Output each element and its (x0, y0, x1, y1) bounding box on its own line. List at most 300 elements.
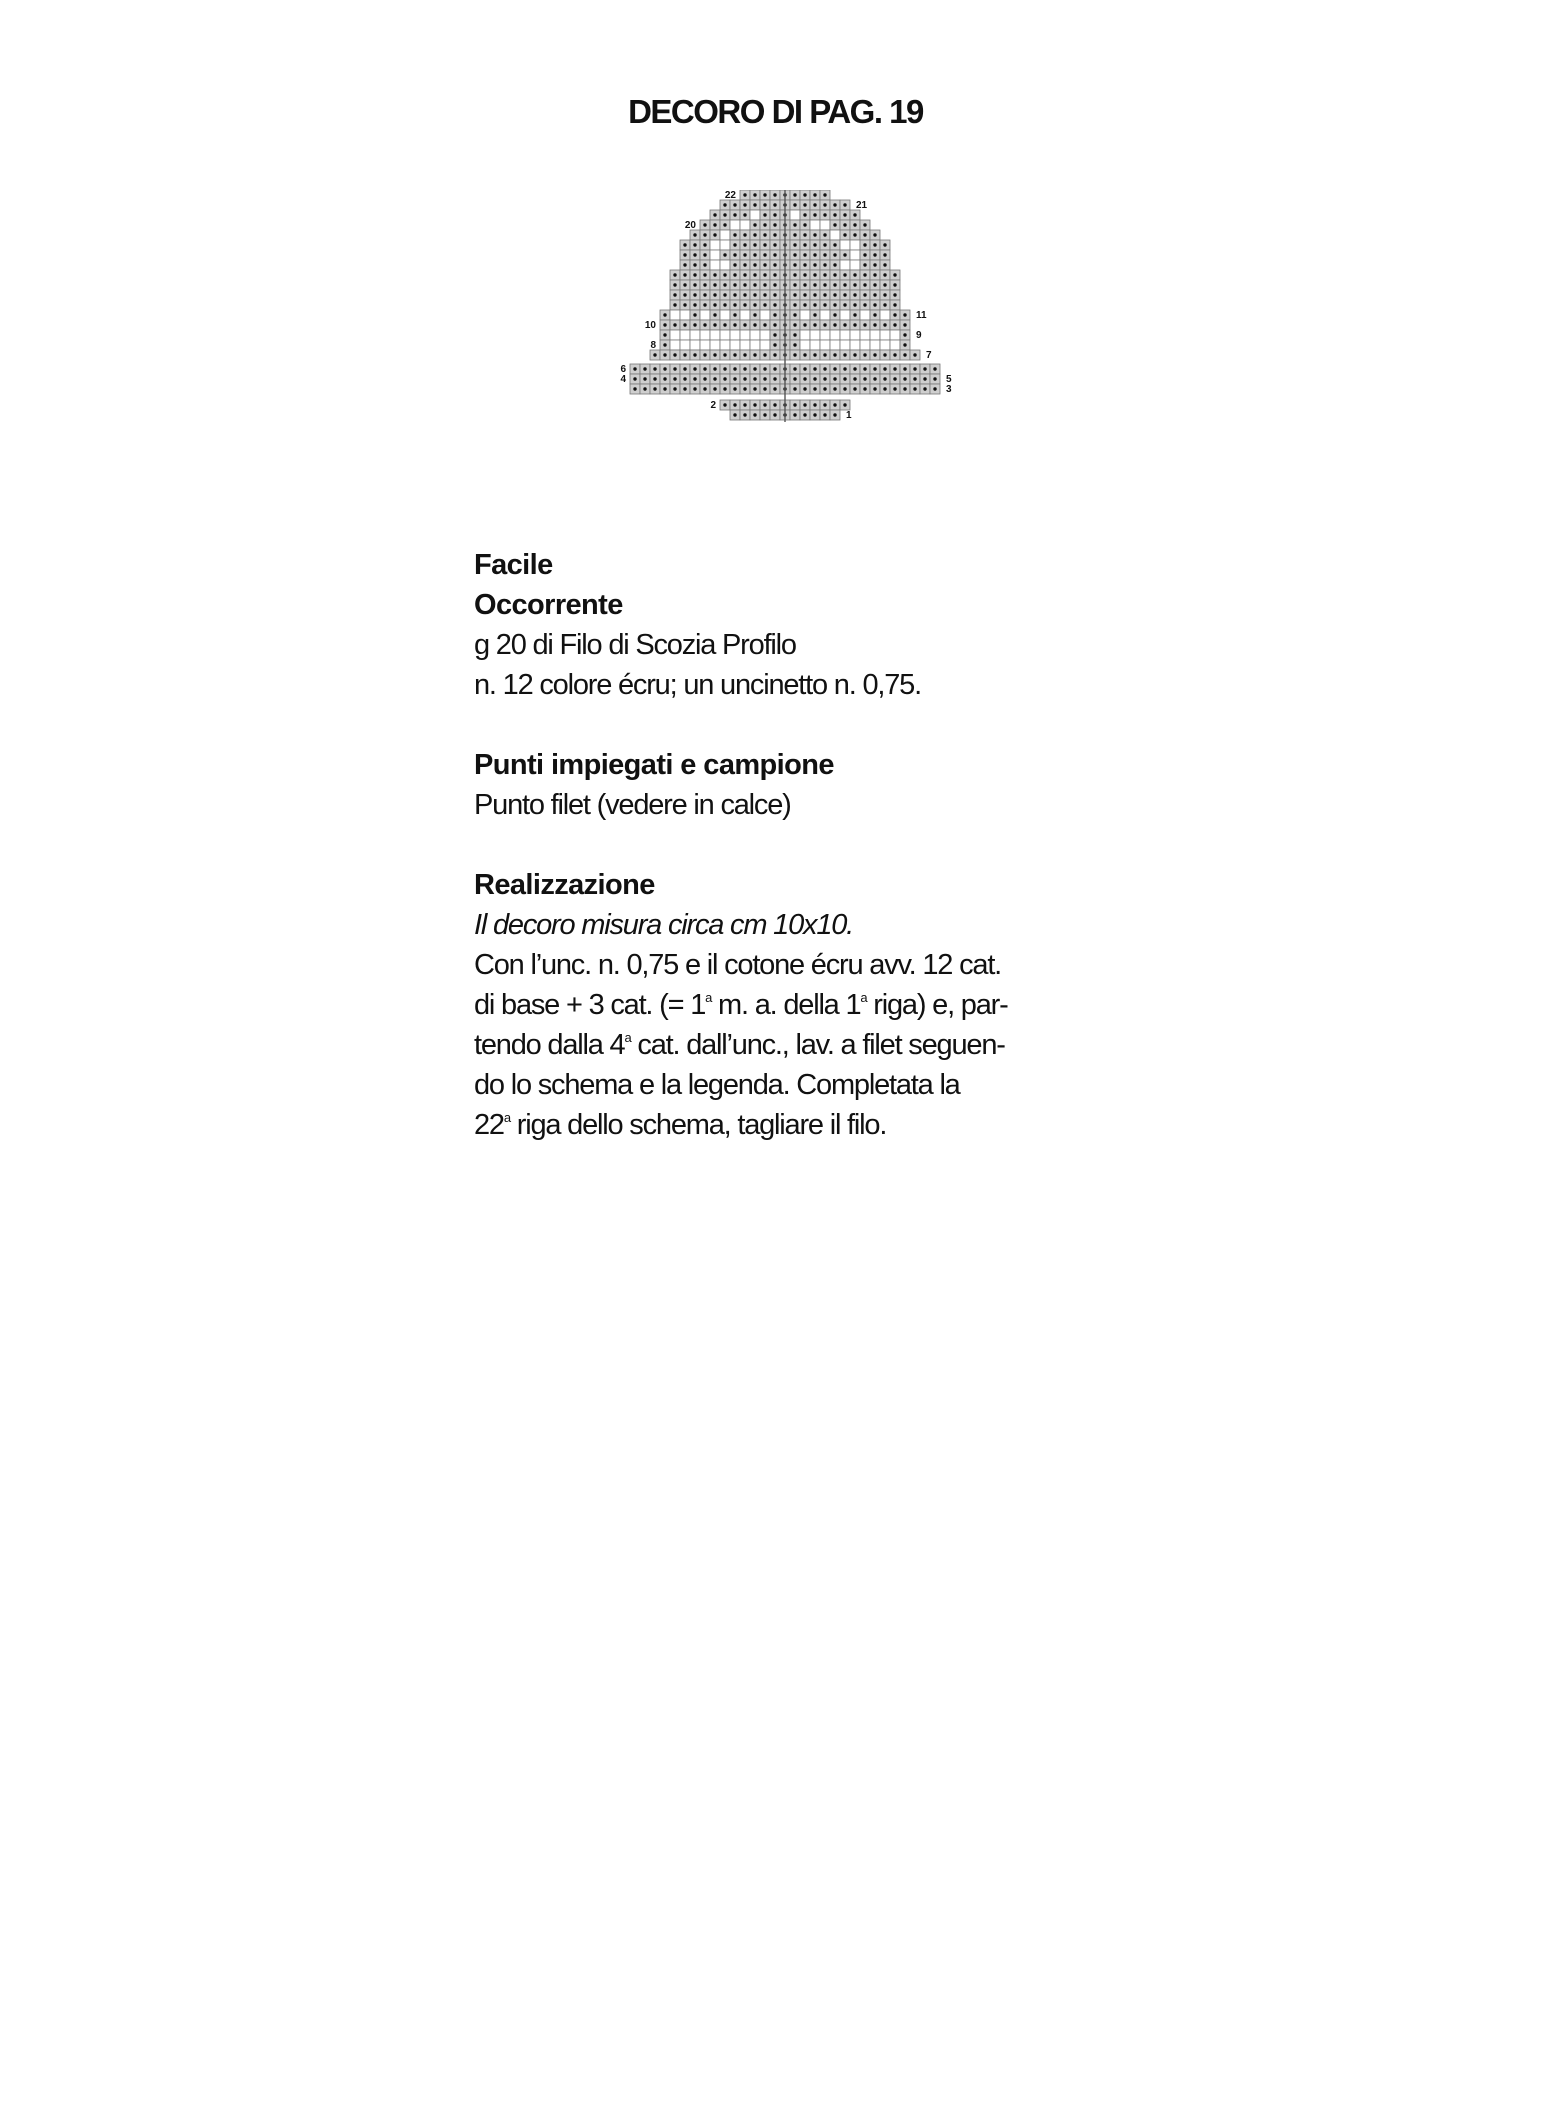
chart-dot (703, 377, 706, 380)
chart-dot (903, 333, 906, 336)
chart-dot (823, 263, 826, 266)
chart-dot (763, 233, 766, 236)
chart-cell (760, 340, 770, 350)
chart-dot (873, 303, 876, 306)
chart-dot (703, 283, 706, 286)
chart-dot (753, 203, 756, 206)
chart-cell (720, 240, 730, 250)
chart-dot (683, 367, 686, 370)
chart-dot (663, 343, 666, 346)
chart-dot (803, 273, 806, 276)
chart-dot (693, 253, 696, 256)
chart-cell (750, 210, 760, 220)
chart-cell (700, 310, 710, 320)
making-line: Con l’unc. n. 0,75 e il cotone écru avv. 12 cat. (474, 949, 1002, 981)
chart-dot (843, 223, 846, 226)
chart-dot (743, 403, 746, 406)
chart-dot (803, 233, 806, 236)
chart-dot (853, 323, 856, 326)
chart-cell (830, 340, 840, 350)
chart-dot (653, 367, 656, 370)
chart-dot (663, 323, 666, 326)
chart-dot (813, 367, 816, 370)
chart-dot (723, 367, 726, 370)
chart-dot (793, 193, 796, 196)
chart-dot (893, 303, 896, 306)
chart-dot (883, 377, 886, 380)
chart-dot (663, 313, 666, 316)
chart-cell (740, 340, 750, 350)
chart-dot (723, 387, 726, 390)
chart-dot (773, 193, 776, 196)
chart-dot (753, 233, 756, 236)
chart-dot (893, 323, 896, 326)
chart-dot (793, 293, 796, 296)
chart-cell (680, 340, 690, 350)
chart-dot (823, 353, 826, 356)
chart-dot (833, 323, 836, 326)
chart-dot (843, 233, 846, 236)
chart-dot (853, 367, 856, 370)
chart-dot (673, 323, 676, 326)
chart-dot (823, 293, 826, 296)
chart-dot (633, 377, 636, 380)
chart-dot (823, 203, 826, 206)
chart-dot (703, 323, 706, 326)
chart-dot (733, 403, 736, 406)
chart-dot (893, 313, 896, 316)
row-label-left: 6 (620, 364, 626, 375)
stitches-text: Punto filet (vedere in calce) (474, 789, 791, 821)
chart-dot (813, 403, 816, 406)
row-label-left: 4 (620, 374, 626, 385)
chart-dot (843, 303, 846, 306)
chart-dot (723, 303, 726, 306)
chart-dot (743, 323, 746, 326)
row-label-right: 11 (916, 310, 927, 321)
chart-dot (793, 233, 796, 236)
chart-dot (833, 303, 836, 306)
chart-dot (743, 213, 746, 216)
chart-dot (733, 273, 736, 276)
chart-dot (703, 243, 706, 246)
chart-dot (883, 303, 886, 306)
chart-cell (850, 340, 860, 350)
chart-dot (843, 387, 846, 390)
chart-dot (723, 273, 726, 276)
chart-cell (760, 330, 770, 340)
chart-dot (823, 413, 826, 416)
chart-dot (743, 263, 746, 266)
chart-dot (803, 283, 806, 286)
chart-dot (913, 353, 916, 356)
chart-dot (823, 303, 826, 306)
chart-dot (883, 263, 886, 266)
chart-cell (880, 330, 890, 340)
chart-dot (903, 353, 906, 356)
chart-dot (903, 323, 906, 326)
chart-cell (720, 340, 730, 350)
chart-dot (713, 353, 716, 356)
chart-dot (733, 203, 736, 206)
chart-dot (753, 243, 756, 246)
chart-dot (763, 323, 766, 326)
chart-dot (803, 223, 806, 226)
chart-cell (870, 330, 880, 340)
making-line: 22$^a$ riga dello schema, tagliare il filo. (474, 1109, 887, 1141)
chart-dot (793, 413, 796, 416)
difficulty-label: Facile (474, 549, 553, 581)
chart-dot (793, 303, 796, 306)
chart-dot (773, 273, 776, 276)
chart-dot (923, 387, 926, 390)
chart-dot (733, 413, 736, 416)
chart-dot (693, 283, 696, 286)
chart-cell (680, 330, 690, 340)
chart-dot (813, 387, 816, 390)
row-label-left: 22 (724, 190, 736, 201)
chart-dot (773, 333, 776, 336)
chart-dot (873, 313, 876, 316)
chart-cell (720, 330, 730, 340)
chart-dot (733, 283, 736, 286)
chart-dot (753, 353, 756, 356)
chart-dot (903, 313, 906, 316)
chart-dot (763, 377, 766, 380)
chart-dot (893, 293, 896, 296)
chart-dot (803, 293, 806, 296)
chart-dot (733, 253, 736, 256)
chart-dot (853, 233, 856, 236)
chart-dot (723, 293, 726, 296)
chart-dot (693, 243, 696, 246)
chart-dot (723, 323, 726, 326)
chart-dot (823, 377, 826, 380)
chart-dot (773, 203, 776, 206)
chart-dot (723, 213, 726, 216)
chart-dot (773, 343, 776, 346)
chart-dot (643, 387, 646, 390)
chart-dot (763, 273, 766, 276)
chart-dot (753, 193, 756, 196)
chart-dot (683, 253, 686, 256)
chart-cell (670, 310, 680, 320)
chart-dot (763, 293, 766, 296)
chart-dot (693, 353, 696, 356)
chart-dot (873, 293, 876, 296)
chart-dot (833, 203, 836, 206)
chart-dot (703, 367, 706, 370)
chart-dot (833, 293, 836, 296)
chart-dot (733, 377, 736, 380)
chart-dot (833, 263, 836, 266)
chart-dot (883, 293, 886, 296)
chart-dot (813, 253, 816, 256)
chart-dot (733, 303, 736, 306)
chart-dot (773, 213, 776, 216)
chart-dot (763, 203, 766, 206)
chart-dot (713, 377, 716, 380)
chart-dot (683, 377, 686, 380)
chart-cell (700, 340, 710, 350)
chart-dot (823, 387, 826, 390)
instructions (474, 545, 1174, 1145)
chart-dot (753, 313, 756, 316)
chart-dot (733, 263, 736, 266)
chart-dot (803, 203, 806, 206)
chart-dot (713, 387, 716, 390)
materials-line: n. 12 colore écru; un uncinetto n. 0,75. (474, 669, 921, 701)
chart-dot (863, 253, 866, 256)
chart-dot (883, 283, 886, 286)
chart-dot (773, 303, 776, 306)
chart-dot (763, 223, 766, 226)
chart-dot (693, 323, 696, 326)
filet-chart (600, 190, 980, 490)
chart-dot (803, 193, 806, 196)
chart-dot (683, 293, 686, 296)
chart-dot (773, 293, 776, 296)
page-title: DECORO DI PAG. 19 (628, 93, 923, 130)
row-label-right: 1 (846, 410, 852, 421)
materials-heading: Occorrente (474, 589, 623, 621)
chart-cell (840, 330, 850, 340)
chart-dot (863, 367, 866, 370)
chart-cell (830, 230, 840, 240)
chart-dot (833, 387, 836, 390)
chart-dot (713, 367, 716, 370)
chart-cell (840, 240, 850, 250)
row-label-right: 3 (946, 384, 952, 395)
chart-cell (810, 340, 820, 350)
chart-cell (800, 330, 810, 340)
chart-dot (773, 377, 776, 380)
chart-cell (750, 340, 760, 350)
stitches-heading: Punti impiegati e campione (474, 749, 834, 781)
chart-dot (813, 413, 816, 416)
chart-dot (763, 263, 766, 266)
chart-dot (693, 293, 696, 296)
chart-dot (873, 233, 876, 236)
chart-dot (633, 387, 636, 390)
chart-dot (653, 387, 656, 390)
chart-dot (673, 367, 676, 370)
chart-dot (863, 233, 866, 236)
chart-dot (873, 283, 876, 286)
chart-cell (710, 250, 720, 260)
chart-dot (713, 313, 716, 316)
chart-dot (713, 323, 716, 326)
chart-dot (653, 377, 656, 380)
chart-dot (693, 313, 696, 316)
chart-dot (803, 387, 806, 390)
chart-dot (753, 263, 756, 266)
row-label-right: 5 (946, 374, 952, 385)
chart-dot (883, 243, 886, 246)
chart-dot (833, 243, 836, 246)
chart-cell (850, 240, 860, 250)
row-label-left: 8 (650, 340, 656, 351)
chart-dot (853, 377, 856, 380)
chart-cell (890, 330, 900, 340)
chart-dot (753, 367, 756, 370)
chart-dot (733, 293, 736, 296)
chart-cell (750, 330, 760, 340)
chart-dot (843, 203, 846, 206)
chart-dot (733, 243, 736, 246)
chart-dot (843, 253, 846, 256)
chart-dot (853, 303, 856, 306)
chart-dot (773, 353, 776, 356)
chart-dot (793, 333, 796, 336)
chart-dot (793, 343, 796, 346)
chart-dot (673, 377, 676, 380)
chart-dot (753, 323, 756, 326)
chart-dot (753, 283, 756, 286)
chart-dot (733, 323, 736, 326)
chart-dot (773, 403, 776, 406)
chart-dot (703, 233, 706, 236)
chart-dot (753, 273, 756, 276)
chart-dot (713, 283, 716, 286)
chart-dot (703, 223, 706, 226)
chart-dot (813, 353, 816, 356)
chart-dot (683, 243, 686, 246)
chart-cell (880, 310, 890, 320)
chart-dot (803, 353, 806, 356)
chart-dot (813, 263, 816, 266)
chart-dot (793, 387, 796, 390)
chart-dot (843, 367, 846, 370)
chart-cell (670, 330, 680, 340)
chart-dot (803, 263, 806, 266)
chart-dot (833, 273, 836, 276)
chart-cell (710, 240, 720, 250)
chart-dot (693, 387, 696, 390)
chart-cell (680, 310, 690, 320)
chart-dot (803, 253, 806, 256)
chart-dot (713, 293, 716, 296)
chart-dot (823, 213, 826, 216)
chart-dot (793, 253, 796, 256)
chart-dot (743, 303, 746, 306)
chart-cell (860, 340, 870, 350)
chart-dot (903, 387, 906, 390)
chart-cell (760, 310, 770, 320)
chart-dot (753, 253, 756, 256)
chart-dot (773, 387, 776, 390)
chart-dot (673, 283, 676, 286)
chart-cell (730, 330, 740, 340)
chart-cell (740, 330, 750, 340)
chart-dot (673, 353, 676, 356)
chart-dot (803, 323, 806, 326)
chart-cell (840, 260, 850, 270)
filet-chart-grid (600, 190, 980, 490)
chart-dot (733, 387, 736, 390)
row-label-left: 10 (644, 320, 656, 331)
row-label-right: 21 (856, 200, 868, 211)
chart-dot (683, 283, 686, 286)
chart-dot (753, 223, 756, 226)
chart-dot (743, 283, 746, 286)
chart-dot (723, 203, 726, 206)
chart-dot (763, 253, 766, 256)
chart-dot (893, 387, 896, 390)
row-label-right: 7 (926, 350, 932, 361)
row-label-right: 9 (916, 330, 922, 341)
chart-dot (753, 413, 756, 416)
chart-cell (790, 210, 800, 220)
chart-cell (800, 310, 810, 320)
chart-dot (873, 273, 876, 276)
chart-dot (713, 233, 716, 236)
chart-cell (860, 310, 870, 320)
row-label-left: 20 (684, 220, 696, 231)
materials-line: g 20 di Filo di Scozia Profilo (474, 629, 796, 661)
chart-dot (703, 387, 706, 390)
chart-dot (743, 193, 746, 196)
chart-dot (763, 403, 766, 406)
chart-cell (810, 220, 820, 230)
chart-dot (893, 273, 896, 276)
chart-dot (933, 377, 936, 380)
chart-dot (893, 283, 896, 286)
chart-dot (803, 367, 806, 370)
chart-dot (773, 283, 776, 286)
chart-dot (843, 323, 846, 326)
chart-cell (740, 220, 750, 230)
chart-dot (833, 223, 836, 226)
chart-dot (813, 193, 816, 196)
chart-dot (803, 413, 806, 416)
chart-dot (913, 387, 916, 390)
chart-dot (833, 367, 836, 370)
making-line: tendo dalla 4$^a$ cat. dall’unc., lav. a filet seguen- (474, 1029, 1005, 1061)
chart-dot (713, 223, 716, 226)
chart-dot (893, 367, 896, 370)
chart-dot (743, 243, 746, 246)
chart-cell (730, 340, 740, 350)
chart-dot (753, 303, 756, 306)
chart-dot (773, 413, 776, 416)
chart-dot (903, 367, 906, 370)
chart-dot (683, 353, 686, 356)
chart-dot (793, 323, 796, 326)
chart-dot (683, 263, 686, 266)
chart-dot (763, 413, 766, 416)
chart-dot (873, 387, 876, 390)
chart-cell (730, 220, 740, 230)
chart-dot (853, 293, 856, 296)
chart-dot (813, 303, 816, 306)
chart-dot (723, 353, 726, 356)
chart-dot (773, 233, 776, 236)
chart-dot (713, 273, 716, 276)
chart-dot (743, 377, 746, 380)
chart-dot (673, 293, 676, 296)
chart-cell (890, 340, 900, 350)
chart-dot (843, 283, 846, 286)
chart-dot (873, 377, 876, 380)
chart-dot (883, 323, 886, 326)
chart-dot (743, 233, 746, 236)
chart-dot (813, 233, 816, 236)
chart-dot (763, 353, 766, 356)
chart-dot (773, 253, 776, 256)
chart-cell (820, 330, 830, 340)
chart-dot (733, 367, 736, 370)
